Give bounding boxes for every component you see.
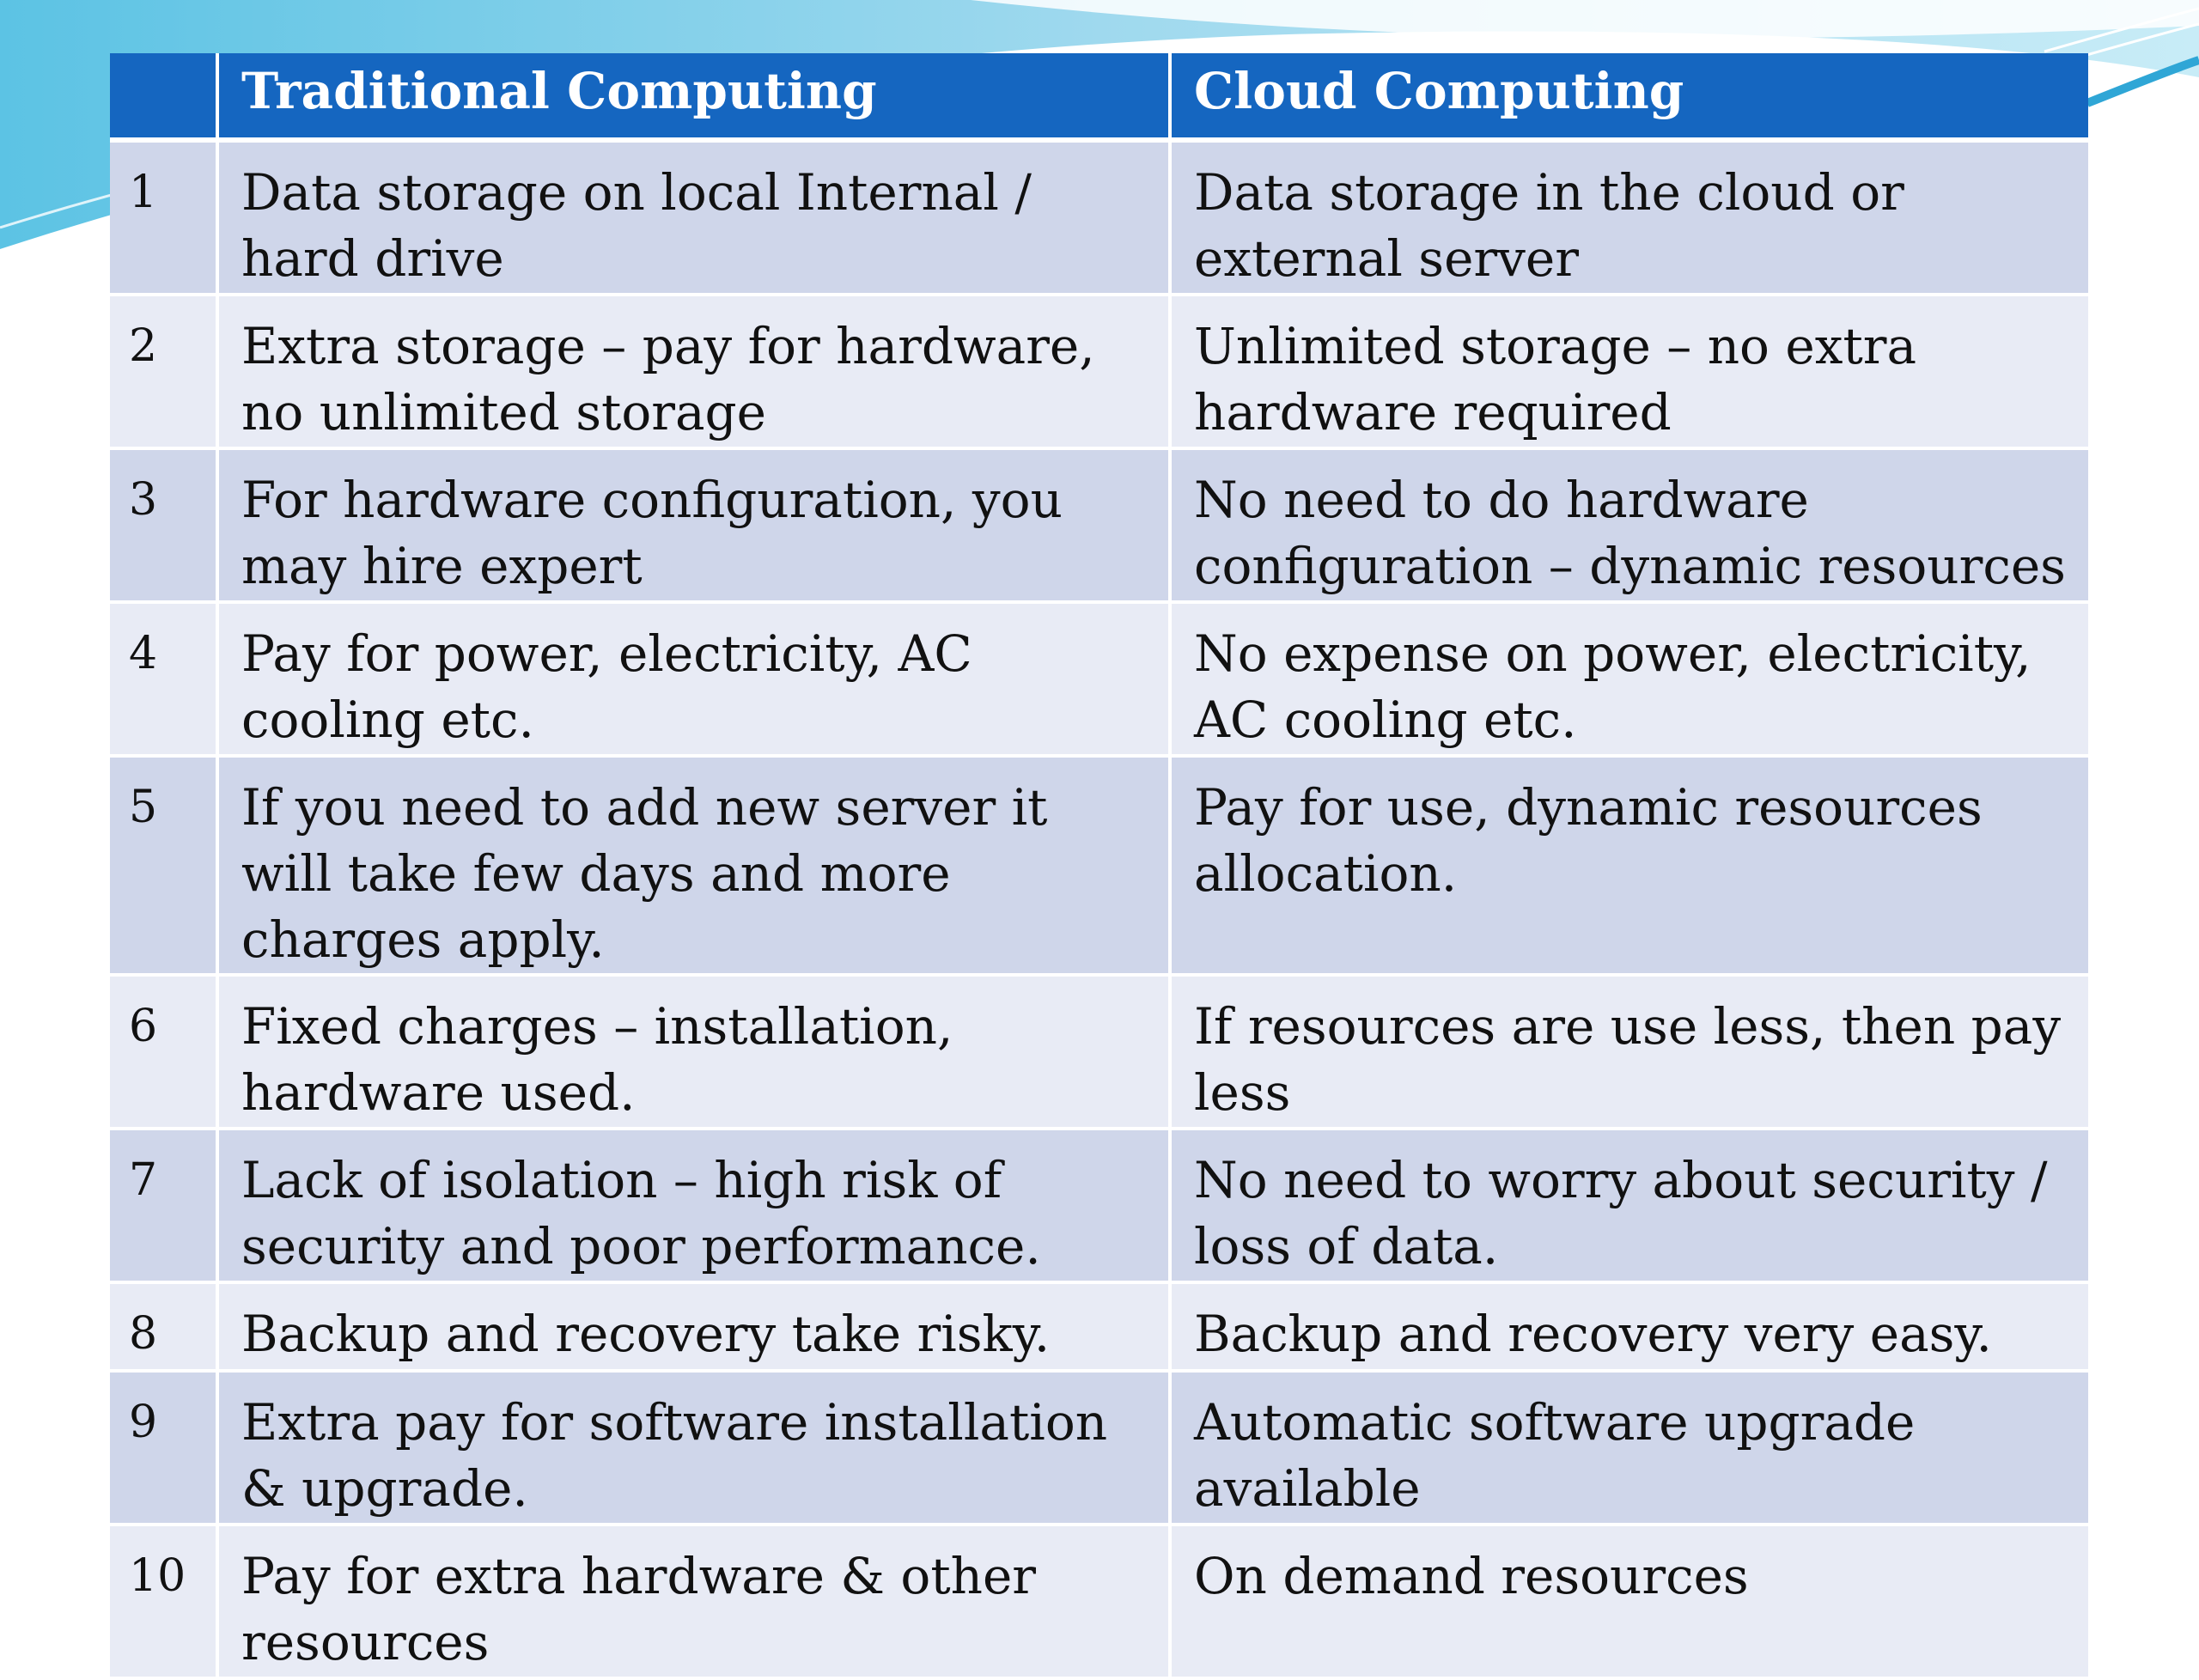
row-number: 8 [110,1284,219,1373]
traditional-cell: Data storage on local Internal / hard drive [219,143,1172,296]
row-number: 5 [110,758,219,977]
cloud-cell: No need to worry about security / loss of data. [1172,1130,2088,1284]
table-row [110,143,2088,296]
table-header-row [110,53,2088,143]
cloud-cell: No need to do hardware configuration – dynamic resources [1172,450,2088,604]
table-row [110,1373,2088,1526]
table-row [110,1526,2088,1680]
table-row [110,758,2088,977]
row-number: 7 [110,1130,219,1284]
cloud-cell: Backup and recovery very easy. [1172,1284,2088,1373]
cloud-cell: Data storage in the cloud or external server [1172,143,2088,296]
row-number: 3 [110,450,219,604]
row-number: 2 [110,296,219,450]
cloud-cell: Automatic software upgrade available [1172,1373,2088,1526]
header-traditional-computing: Traditional Computing [219,53,1172,143]
traditional-cell: Fixed charges – installation, hardware used. [219,977,1172,1130]
traditional-cell: Pay for power, electricity, AC cooling etc. [219,604,1172,758]
comparison-table-container [110,53,2088,1680]
table-row [110,604,2088,758]
traditional-cell: If you need to add new server it will take few days and more charges apply. [219,758,1172,977]
traditional-cell: Extra pay for software installation & upgrade. [219,1373,1172,1526]
table-row [110,1284,2088,1373]
table-row [110,977,2088,1130]
cloud-cell: On demand resources [1172,1526,2088,1680]
row-number: 6 [110,977,219,1130]
cloud-cell: If resources are use less, then pay less [1172,977,2088,1130]
traditional-cell: Pay for extra hardware & other resources [219,1526,1172,1680]
traditional-cell: For hardware configuration, you may hire expert [219,450,1172,604]
header-cloud-computing: Cloud Computing [1172,53,2088,143]
table-row [110,296,2088,450]
cloud-cell: Pay for use, dynamic resources allocation. [1172,758,2088,977]
traditional-cell: Backup and recovery take risky. [219,1284,1172,1373]
row-number: 4 [110,604,219,758]
cloud-cell: No expense on power, electricity, AC cooling etc. [1172,604,2088,758]
header-number [110,53,219,143]
cloud-cell: Unlimited storage – no extra hardware required [1172,296,2088,450]
comparison-table [110,53,2088,1680]
traditional-cell: Lack of isolation – high risk of security and poor performance. [219,1130,1172,1284]
table-row [110,450,2088,604]
row-number: 1 [110,143,219,296]
row-number: 9 [110,1373,219,1526]
table-row [110,1130,2088,1284]
row-number: 10 [110,1526,219,1680]
traditional-cell: Extra storage – pay for hardware, no unlimited storage [219,296,1172,450]
